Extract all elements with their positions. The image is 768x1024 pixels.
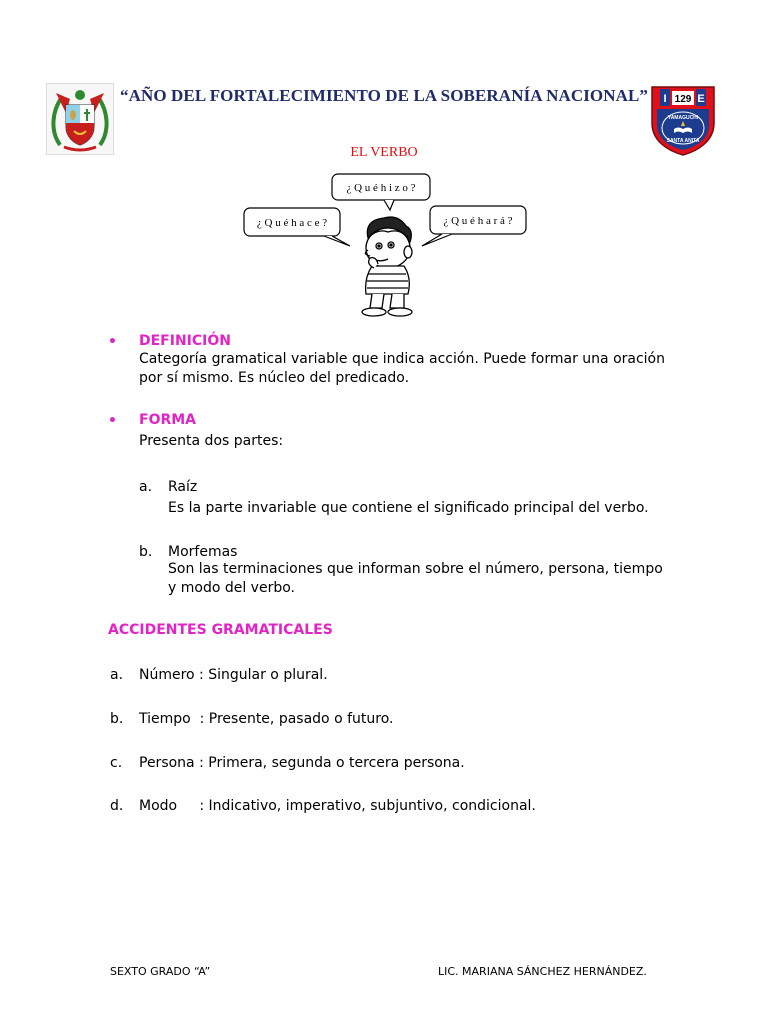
forma-intro: Presenta dos partes: bbox=[139, 433, 284, 449]
topic-title: EL VERBO bbox=[350, 145, 418, 160]
badge-letter-right: E bbox=[697, 93, 705, 105]
accidente-letter: c. bbox=[110, 755, 123, 771]
bullet-definicion: • bbox=[108, 334, 117, 350]
bubble-que-hara: ¿ Q u é h a r á ? bbox=[443, 215, 513, 227]
year-title: “AÑO DEL FORTALECIMIENTO DE LA SOBERANÍA NACIONAL” bbox=[120, 86, 649, 105]
accidente-item: Modo : Indicativo, imperativo, subjuntivo, condicional. bbox=[139, 798, 536, 814]
forma-item-description: Es la parte invariable que contiene el significado principal del verbo. bbox=[168, 500, 649, 516]
forma-heading: FORMA bbox=[139, 412, 197, 428]
accidente-letter: a. bbox=[110, 667, 124, 683]
badge-letter-left: I bbox=[663, 93, 667, 105]
badge-ring-top: YAMAGUCHI bbox=[667, 115, 699, 121]
accidente-letter: b. bbox=[110, 711, 124, 727]
accidente-item: Número : Singular o plural. bbox=[139, 667, 328, 683]
accidentes-heading: ACCIDENTES GRAMATICALES bbox=[108, 622, 333, 638]
boy-thinking-illustration bbox=[238, 168, 530, 318]
forma-item-letter: a. bbox=[139, 479, 153, 495]
forma-item-description: Son las terminaciones que informan sobre el número, persona, tiempo bbox=[168, 561, 663, 577]
forma-item-label: Raíz bbox=[168, 479, 198, 495]
badge-ring-bottom: SANTA ANITA bbox=[666, 138, 700, 144]
bubble-que-hace: ¿ Q u é h a c e ? bbox=[256, 217, 328, 229]
bullet-forma: • bbox=[108, 413, 117, 429]
forma-item-description: y modo del verbo. bbox=[168, 580, 295, 596]
accidente-item: Tiempo : Presente, pasado o futuro. bbox=[139, 711, 394, 727]
definicion-line-2: por sí mismo. Es núcleo del predicado. bbox=[139, 370, 410, 386]
bubble-que-hizo: ¿ Q u é h i z o ? bbox=[346, 182, 416, 194]
accidente-letter: d. bbox=[110, 798, 124, 814]
badge-number: 129 bbox=[674, 94, 692, 105]
forma-item-label: Morfemas bbox=[168, 544, 238, 560]
accidente-item: Persona : Primera, segunda o tercera persona. bbox=[139, 755, 465, 771]
definicion-line-1: Categoría gramatical variable que indica acción. Puede formar una oración bbox=[139, 351, 665, 367]
forma-item-letter: b. bbox=[139, 544, 153, 560]
footer-teacher: LIC. MARIANA SÁNCHEZ HERNÁNDEZ. bbox=[438, 965, 647, 978]
footer-grade: SEXTO GRADO “A” bbox=[110, 965, 211, 978]
definicion-heading: DEFINICIÓN bbox=[139, 333, 231, 349]
